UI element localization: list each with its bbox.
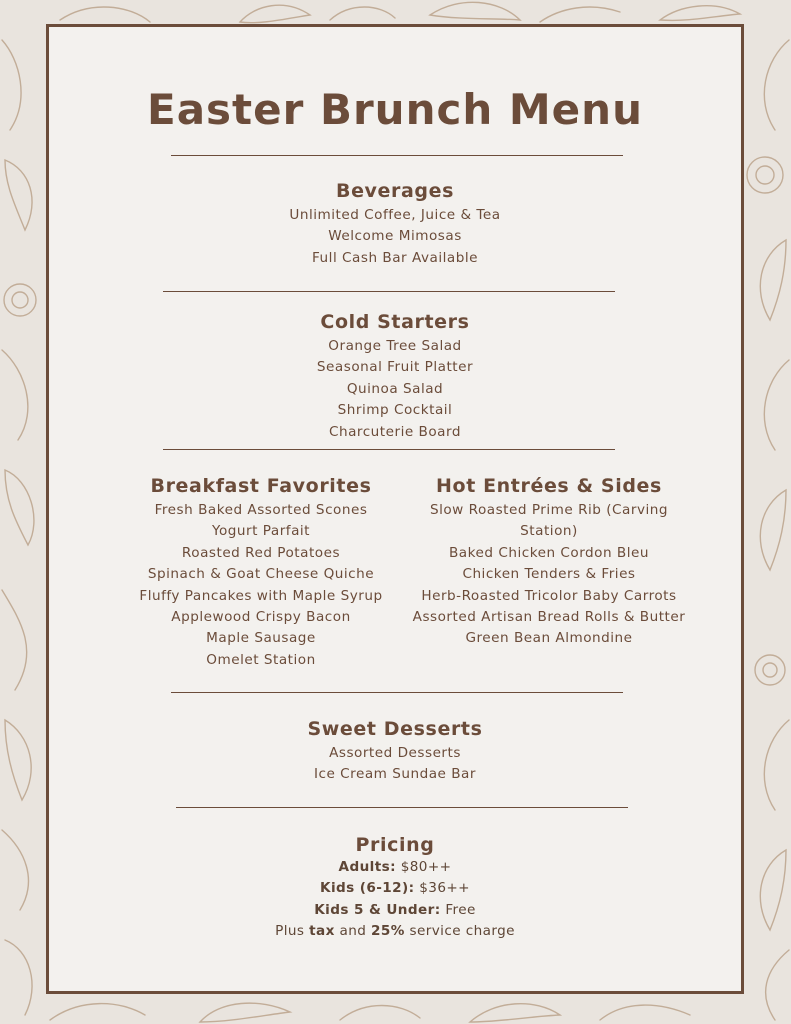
menu-item: Ice Cream Sundae Bar xyxy=(314,766,476,783)
price-label: Kids 5 & Under: xyxy=(314,901,441,918)
menu-item: Fluffy Pancakes with Maple Syrup xyxy=(139,587,383,604)
section-heading: Pricing xyxy=(355,834,435,856)
price-value: Free xyxy=(445,901,476,918)
menu-item: Roasted Red Potatoes xyxy=(181,544,341,561)
menu-item: Herb-Roasted Tricolor Baby Carrots xyxy=(421,587,677,604)
divider xyxy=(171,692,623,693)
section-beverages xyxy=(49,179,741,269)
price-under5 xyxy=(49,900,741,921)
menu-item: Orange Tree Salad xyxy=(328,338,462,354)
price-kids xyxy=(49,878,741,899)
note-text: service charge xyxy=(409,923,515,940)
section-heading: Hot Entrées & Sides xyxy=(436,475,662,497)
section-heading: Beverages xyxy=(335,180,455,202)
note-text: Plus xyxy=(275,923,305,940)
menu-item: Green Bean Almondine xyxy=(465,630,633,647)
menu-item: Yogurt Parfait xyxy=(211,523,311,540)
menu-item: Slow Roasted Prime Rib (Carving Station) xyxy=(429,502,669,540)
menu-item: Quinoa Salad xyxy=(346,380,444,397)
note-emphasis: 25% xyxy=(371,923,405,940)
menu-item: Assorted Artisan Bread Rolls & Butter xyxy=(412,609,686,626)
section-cold-starters xyxy=(49,310,741,443)
section-breakfast-favorites xyxy=(121,474,401,671)
section-sweet-desserts xyxy=(49,717,741,786)
price-value: $80++ xyxy=(400,859,452,875)
divider xyxy=(163,449,615,450)
menu-card xyxy=(46,24,744,994)
menu-item: Charcuterie Board xyxy=(328,423,461,440)
menu-title: Easter Brunch Menu xyxy=(147,85,643,134)
menu-item: Full Cash Bar Available xyxy=(311,249,478,266)
menu-item: Assorted Desserts xyxy=(329,745,461,761)
divider xyxy=(171,155,623,156)
menu-item: Fresh Baked Assorted Scones xyxy=(154,502,368,518)
menu-item: Unlimited Coffee, Juice & Tea xyxy=(289,207,501,223)
section-heading: Breakfast Favorites xyxy=(150,475,372,497)
divider xyxy=(176,807,628,808)
divider xyxy=(163,291,615,292)
price-label: Adults: xyxy=(338,859,396,875)
menu-item: Baked Chicken Cordon Bleu xyxy=(448,544,650,561)
menu-item: Maple Sausage xyxy=(206,630,316,647)
section-hot-entrees xyxy=(411,474,687,650)
price-value: $36++ xyxy=(419,880,470,897)
price-adults xyxy=(49,857,741,878)
price-label: Kids (6-12): xyxy=(320,880,415,897)
menu-item: Omelet Station xyxy=(206,651,316,668)
section-heading: Cold Starters xyxy=(320,311,470,333)
section-pricing xyxy=(49,833,741,943)
menu-item: Spinach & Goat Cheese Quiche xyxy=(147,566,375,583)
section-heading: Sweet Desserts xyxy=(307,718,483,740)
menu-item: Chicken Tenders & Fries xyxy=(462,566,636,583)
menu-item: Welcome Mimosas xyxy=(328,228,462,245)
menu-item: Shrimp Cocktail xyxy=(337,402,453,419)
note-text: and xyxy=(339,923,367,940)
menu-item: Applewood Crispy Bacon xyxy=(171,609,351,626)
pricing-note xyxy=(49,921,741,942)
note-emphasis: tax xyxy=(309,923,335,940)
menu-item: Seasonal Fruit Platter xyxy=(316,359,474,376)
